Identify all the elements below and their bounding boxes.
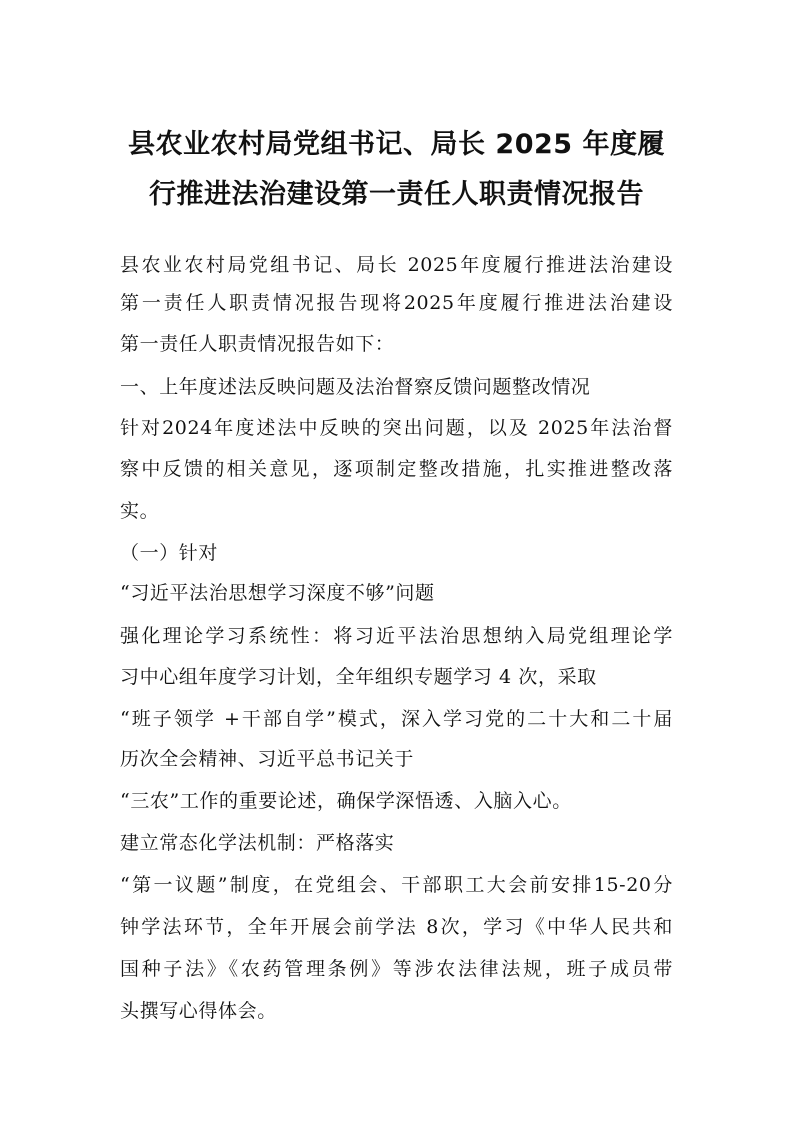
document-title-line-1: 县农业农村局党组书记、局长 2025 年度履 [128,129,665,160]
body-line-13: 历次全会精神、习近平总书记关于 [120,748,415,770]
body-line-7: 实。 [120,500,160,522]
body-line-10: 强化理论学习系统性：将习近平法治思想纳入局党组理论学 [120,625,673,647]
subsection-heading-1: （一）针对 [120,542,219,564]
body-line-19: 头撰写心得体会。 [120,1000,277,1022]
body-line-11: 习中心组年度学习计划，全年组织专题学习 4 次，采取 [120,666,597,688]
body-line-17: 钟学法环节，全年开展会前学法 8次，学习《中华人民共和 [120,916,673,938]
body-line-9: “习近平法治思想学习深度不够”问题 [120,582,435,604]
body-line-15: 建立常态化学法机制：严格落实 [120,832,395,854]
body-line-6: 察中反馈的相关意见，逐项制定整改措施，扎实推进整改落 [120,458,673,480]
body-line-18: 国种子法》《农药管理条例》等涉农法律法规，班子成员带 [120,958,673,980]
body-line-14: “三农”工作的重要论述，确保学深悟透、入脑入心。 [120,790,572,812]
body-line-3: 第一责任人职责情况报告如下： [120,333,395,355]
body-line-12: “班子领学 +干部自学”模式，深入学习党的二十大和二十届 [120,708,673,730]
body-line-16: “第一议题”制度，在党组会、干部职工大会前安排15-20分 [120,874,673,896]
body-line-1: 县农业农村局党组书记、局长 2025年度履行推进法治建设 [120,254,673,276]
section-heading-1: 一、上年度述法反映问题及法治督察反馈问题整改情况 [120,376,591,398]
body-line-5: 针对2024年度述法中反映的突出问题，以及 2025年法治督 [120,417,673,439]
body-line-2: 第一责任人职责情况报告现将2025年度履行推进法治建设 [120,292,673,314]
document-title-line-2: 行推进法治建设第一责任人职责情况报告 [149,179,644,210]
